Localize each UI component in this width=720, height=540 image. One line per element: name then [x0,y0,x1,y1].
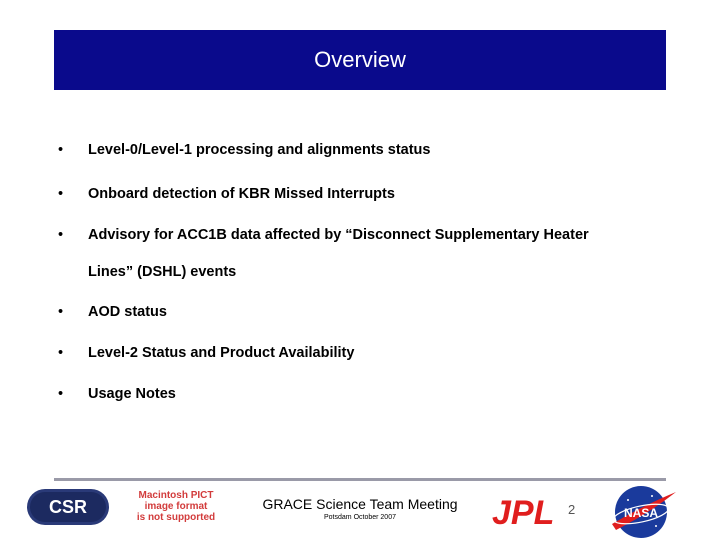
bullet-list [58,132,678,413]
bullet-marker: • [58,386,64,402]
bullet-text: Level-2 Status and Product Availability [88,345,355,361]
meeting-title: GRACE Science Team Meeting [262,496,458,512]
title-bar [54,30,666,90]
bullet-marker: • [58,186,64,202]
slide-title: Overview [314,47,406,72]
bullet-text: AOD status [88,304,167,320]
page-number: 2 [568,502,576,517]
footer-divider [54,478,666,481]
pict-placeholder [122,490,230,526]
bullet-item [58,376,678,413]
bullet-text: Onboard detection of KBR Missed Interrupts [88,186,395,202]
bullet-marker: • [58,304,64,320]
nasa-logo-icon [608,484,678,540]
csr-logo-text: CSR [48,497,88,517]
bullet-item [58,176,678,213]
bullet-item [58,132,678,169]
bullet-item [58,335,678,372]
bullet-marker: • [58,142,64,158]
meeting-subtitle: Potsdam October 2007 [324,514,396,521]
bullet-text: Advisory for ACC1B data affected by “Disconnect Supplementary Heater [88,227,589,243]
csr-logo-icon [26,488,110,526]
pict-line: is not supported [136,512,216,523]
bullet-text: Usage Notes [88,386,176,402]
bullet-marker: • [58,227,64,243]
bullet-marker: • [58,345,64,361]
bullet-text: Level-0/Level-1 processing and alignments status [88,142,431,158]
bullet-continuation [58,254,678,291]
pict-line: Macintosh PICT [138,490,214,501]
bullet-item [58,294,678,331]
jpl-logo-text: JPL [492,494,555,528]
pict-line: image format [144,501,208,512]
bullet-item [58,217,678,254]
jpl-logo-icon [490,494,576,528]
nasa-logo-text: NASA [623,506,659,520]
bullet-text: Lines” (DSHL) events [88,264,237,280]
